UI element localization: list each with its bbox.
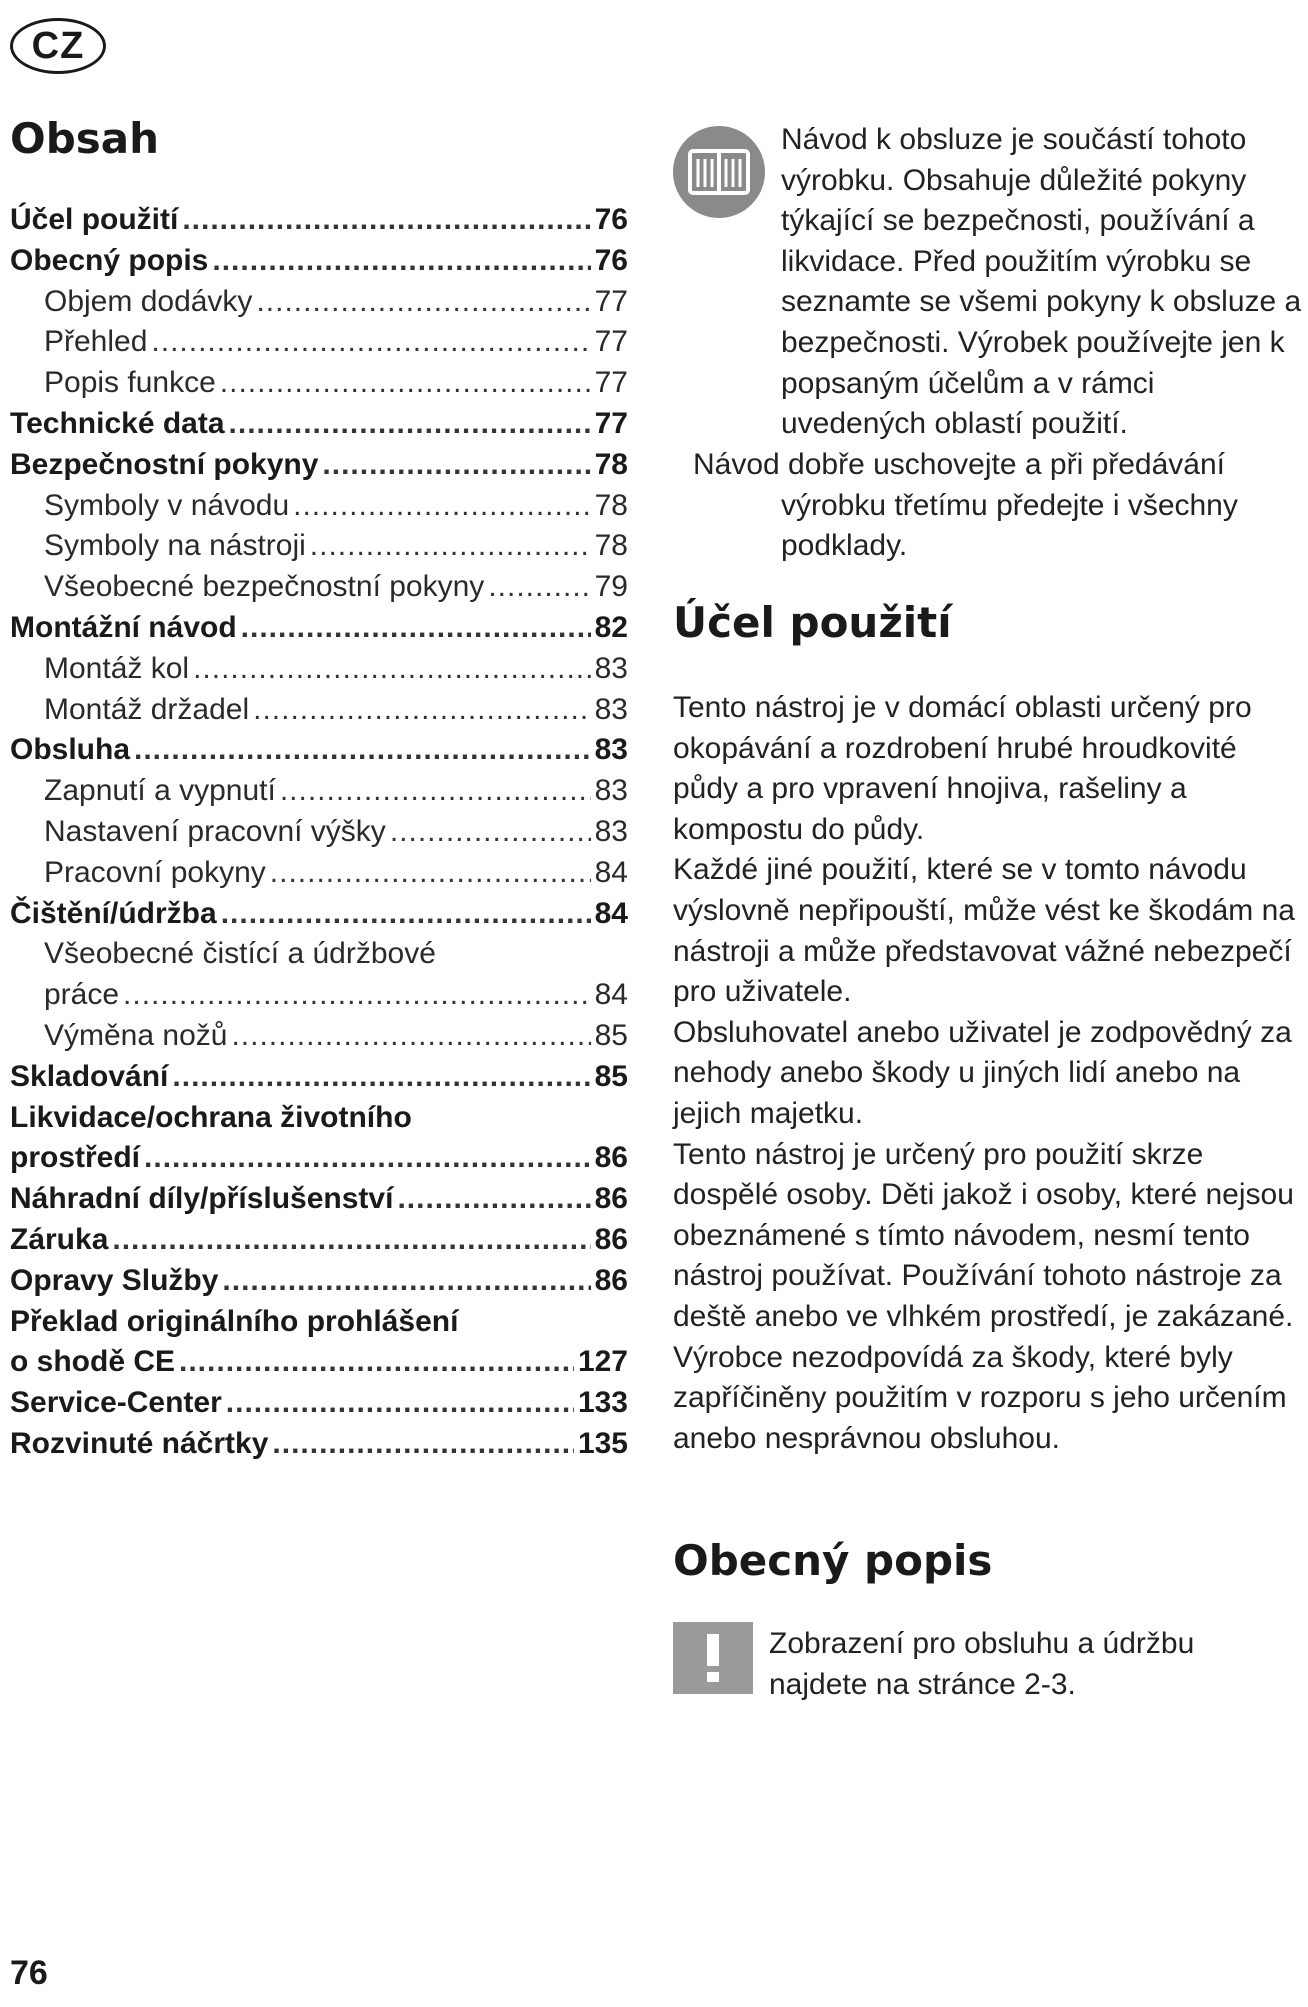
intro-text: Návod k obsluze je součástí tohoto výrobku. Obsahuje důležité pokyny týkající se bezpečnosti, používání a likvidace. Před použitím výrobku se seznamte se všemi pokyny k obsluze a bezpečnosti. Výrobek používejte jen k popsaným účelům a v rámci uvedených oblastí použití.	[781, 123, 1302, 441]
toc-entry	[10, 407, 628, 448]
toc-entry-page: 77	[594, 284, 628, 318]
toc-entry-page: 83	[594, 733, 628, 767]
toc-entry-title: Service-Center	[10, 1386, 222, 1420]
toc-entry-page: 86	[594, 1182, 628, 1216]
toc-entry	[10, 1101, 628, 1142]
toc-entry-title: Záruka	[10, 1222, 109, 1256]
toc-entry	[10, 489, 628, 530]
toc-entry-title: Obecný popis	[10, 243, 209, 277]
purpose-paragraph: Tento nástroj je určený pro použití skrze dospělé osoby. Děti jakož i osoby, které nejsou obeznámené s tímto návodem, nesmí tento nástroj používat. Používání tohoto nástroje za deště anebo ve vlhkém prostředí, je zakázané.	[673, 1137, 1294, 1333]
toc-entry-title: Montáž držadel	[44, 692, 250, 726]
toc-leader-dots	[134, 733, 591, 767]
toc-leader-dots	[256, 285, 590, 319]
toc-entry-page: 135	[577, 1426, 628, 1460]
toc-entry	[10, 1386, 628, 1427]
toc-leader-dots	[293, 489, 590, 523]
toc-entry-page: 79	[594, 570, 628, 604]
toc-leader-dots	[322, 448, 590, 482]
page-number: 76	[10, 1954, 48, 1992]
toc-leader-dots	[231, 1019, 590, 1053]
toc-entry-page: 86	[594, 1263, 628, 1297]
toc-entry-title: Náhradní díly/příslušenství	[10, 1182, 394, 1216]
toc-entry-page: 77	[594, 406, 628, 440]
toc-entry-title: Likvidace/ochrana životního	[10, 1100, 412, 1134]
toc-leader-dots	[193, 652, 591, 686]
toc-entry-title: Skladování	[10, 1059, 169, 1093]
purpose-paragraph: Obsluhovatel anebo uživatel je zodpovědný za nehody anebo škody u jiných lidí anebo na jejich majetku.	[673, 1015, 1292, 1130]
toc-entry-title: Všeobecné bezpečnostní pokyny	[44, 570, 485, 604]
toc-entry	[10, 693, 628, 734]
purpose-heading: Účel použití	[673, 598, 952, 647]
toc-entry-page: 76	[594, 243, 628, 277]
toc-entry	[10, 652, 628, 693]
toc-entry-page: 84	[594, 896, 628, 930]
toc-entry	[10, 448, 628, 489]
intro-text-2-body: Návod dobře uschovejte a při předávání výrobku třetímu předejte i všechny podklady.	[693, 448, 1238, 563]
toc-leader-dots	[226, 1386, 574, 1420]
toc-entry-page: 86	[594, 1141, 628, 1175]
toc-leader-dots	[397, 1182, 590, 1216]
toc-entry-title: Výměna nožů	[44, 1018, 228, 1052]
toc-entry-page: 77	[594, 325, 628, 359]
toc-entry-page: 86	[594, 1222, 628, 1256]
toc-leader-dots	[172, 1060, 590, 1094]
toc-entry	[10, 1060, 628, 1101]
toc-entry-title: Všeobecné čistící a údržbové	[44, 937, 436, 971]
toc-entry-page: 82	[594, 610, 628, 644]
toc-entry	[10, 1305, 628, 1346]
toc-entry-page: 76	[594, 203, 628, 236]
toc-entry-page: 78	[594, 488, 628, 522]
toc-entry-title: Symboly v návodu	[44, 488, 290, 522]
toc-entry	[10, 285, 628, 326]
language-badge: CZ	[10, 18, 106, 74]
toc-entry	[10, 897, 628, 938]
toc-entry	[10, 529, 628, 570]
toc-entry	[10, 1345, 628, 1386]
toc-entry-page: 77	[594, 366, 628, 400]
manual-book-icon	[673, 126, 765, 218]
general-heading: Obecný popis	[673, 1536, 993, 1585]
toc-entry-page: 78	[594, 529, 628, 563]
toc-leader-dots	[280, 774, 591, 808]
toc-entry	[10, 244, 628, 285]
toc-leader-dots	[222, 1264, 590, 1298]
toc-entry-page: 84	[594, 855, 628, 889]
toc-entry-page: 133	[577, 1386, 628, 1420]
toc-entry-title: Bezpečnostní pokyny	[10, 447, 319, 481]
toc-leader-dots	[272, 1427, 574, 1461]
toc-entry	[10, 1182, 628, 1223]
toc-leader-dots	[253, 693, 591, 727]
toc-leader-dots	[270, 856, 591, 890]
toc-entry-page: 85	[594, 1018, 628, 1052]
toc-entry-page: 83	[594, 774, 628, 808]
toc-entry-page: 83	[594, 692, 628, 726]
toc-entry-title: Technické data	[10, 406, 225, 440]
purpose-paragraph: Každé jiné použití, které se v tomto návodu výslovně nepřipouští, může vést ke škodám na nástroji a může představovat vážné nebezpečí pro uživatele.	[673, 853, 1295, 1009]
toc-entry-title: Montážní návod	[10, 610, 237, 644]
toc-leader-dots	[112, 1223, 590, 1257]
toc-entry	[10, 856, 628, 897]
toc-leader-dots	[182, 203, 590, 237]
toc-leader-dots	[212, 244, 590, 278]
toc-entry-title: Pracovní pokyny	[44, 855, 266, 889]
toc-entry-title: prostředí	[10, 1141, 141, 1175]
toc-entry-title: Montáž kol	[44, 651, 190, 685]
toc-entry	[10, 815, 628, 856]
toc-entry-title: Zapnutí a vypnutí	[44, 774, 276, 808]
purpose-paragraph: Tento nástroj je v domácí oblasti určený pro okopávání a rozdrobení hrubé hroudkovité půdy a pro vpravení hnojiva, rašeliny a kompostu do půdy.	[673, 691, 1252, 846]
toc-entry-title: Opravy Služby	[10, 1263, 219, 1297]
toc-entry-title: Přehled	[44, 325, 148, 359]
toc-leader-dots	[310, 529, 591, 563]
purpose-section	[673, 688, 1305, 1459]
toc-entry	[10, 203, 628, 244]
toc-leader-dots	[229, 407, 591, 441]
exclamation-icon	[673, 1622, 753, 1694]
toc-entry	[10, 978, 628, 1019]
toc-entry-title: o shodě CE	[10, 1345, 176, 1379]
toc-entry	[10, 1264, 628, 1305]
toc-leader-dots	[488, 570, 590, 604]
toc-entry-page: 127	[577, 1345, 628, 1379]
toc-leader-dots	[179, 1345, 574, 1379]
general-note: Zobrazení pro obsluhu a údržbu najdete na stránce 2-3.	[769, 1627, 1195, 1701]
toc-leader-dots	[123, 978, 591, 1012]
toc-entry	[10, 1019, 628, 1060]
toc-entry-page: 83	[594, 651, 628, 685]
toc-entry-title: Účel použití	[10, 203, 179, 236]
toc-entry-title: Nastavení pracovní výšky	[44, 814, 386, 848]
toc-entry	[10, 1141, 628, 1182]
purpose-paragraph: Výrobce nezodpovídá za škody, které byly zapříčiněny použitím v rozporu s jeho určením anebo nesprávnou obsluhou.	[673, 1340, 1287, 1455]
toc-leader-dots	[144, 1141, 591, 1175]
toc-entry	[10, 937, 628, 978]
toc-entry-page: 84	[594, 978, 628, 1012]
toc-entry-title: práce	[44, 978, 120, 1012]
toc-leader-dots	[390, 815, 591, 849]
toc-entry-title: Symboly na nástroji	[44, 529, 306, 563]
toc-heading: Obsah	[10, 114, 160, 163]
intro-text-2	[693, 445, 1293, 567]
toc-entry-title: Rozvinuté náčrtky	[10, 1426, 269, 1460]
toc-entry	[10, 774, 628, 815]
toc-entry	[10, 611, 628, 652]
toc-entry-title: Překlad originálního prohlášení	[10, 1304, 459, 1338]
toc-entry-title: Čištění/údržba	[10, 896, 217, 930]
toc-entry	[10, 1223, 628, 1264]
toc-leader-dots	[241, 611, 591, 645]
toc-entry	[10, 366, 628, 407]
toc-leader-dots	[221, 897, 591, 931]
toc-entry-page: 78	[594, 447, 628, 481]
toc-entry	[10, 325, 628, 366]
table-of-contents	[10, 203, 628, 1468]
toc-leader-dots	[151, 325, 590, 359]
toc-entry	[10, 570, 628, 611]
toc-entry-title: Objem dodávky	[44, 284, 253, 318]
toc-entry-title: Obsluha	[10, 733, 131, 767]
toc-entry	[10, 733, 628, 774]
toc-leader-dots	[220, 366, 591, 400]
toc-entry-title: Popis funkce	[44, 366, 216, 400]
toc-entry-page: 83	[594, 814, 628, 848]
toc-entry-page: 85	[594, 1059, 628, 1093]
toc-entry	[10, 1427, 628, 1468]
